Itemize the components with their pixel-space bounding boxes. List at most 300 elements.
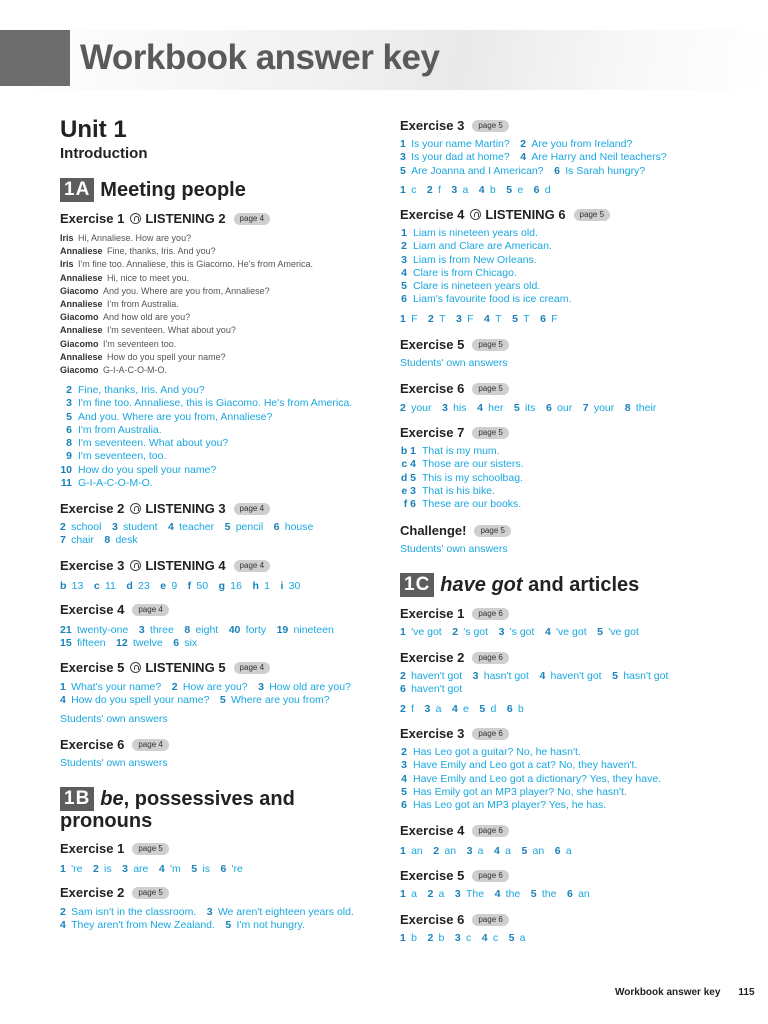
answer-line <box>400 799 661 812</box>
dialogue-line <box>60 245 313 258</box>
answer-lines <box>400 184 551 197</box>
answer-text: an <box>532 845 545 857</box>
answer-line <box>60 437 352 450</box>
exercise-heading <box>400 425 509 440</box>
exercise-heading <box>400 337 509 352</box>
answer-text: b <box>517 703 524 715</box>
answer-number: 5 <box>506 184 513 196</box>
exercise-label: Exercise 4 <box>400 823 465 838</box>
answer-lines <box>400 138 667 178</box>
answer-text: That is my mum. <box>422 445 500 457</box>
answer-number: 2 <box>428 313 434 325</box>
answer-text: 9 <box>171 580 178 592</box>
listening-number: 3 <box>218 501 226 516</box>
answer-number: 5 <box>479 703 486 715</box>
exercise-label: Exercise 2 <box>400 650 465 665</box>
answer-text: 're <box>71 863 83 875</box>
answer-number: 2 <box>520 138 527 150</box>
dialogue-line <box>60 258 313 271</box>
exercise-label: Exercise 1 <box>60 211 125 226</box>
answer-number: 3 <box>66 397 72 410</box>
page-number: 115 <box>738 987 755 998</box>
answer-line <box>60 863 243 876</box>
answer-text: a <box>477 845 484 857</box>
dialogue-line <box>60 298 313 311</box>
listening-icon <box>470 209 481 220</box>
answer-lines <box>60 906 354 933</box>
answer-line <box>60 424 352 437</box>
page-pill: page 5 <box>472 383 508 395</box>
answer-text: Are Harry and Neil teachers? <box>531 151 667 164</box>
exercise-heading <box>60 841 169 856</box>
exercise-heading <box>400 207 610 222</box>
dialogue-text: I'm seventeen too. <box>103 338 177 349</box>
answer-line <box>400 498 524 511</box>
answer-text: f <box>411 703 415 715</box>
answer-lines <box>400 888 590 901</box>
answer-number: 2 <box>433 845 440 857</box>
answer-number: 5 <box>530 888 537 900</box>
answer-line <box>60 624 334 637</box>
answer-number: 6 <box>554 164 560 177</box>
answer-text: How are you? <box>182 681 248 693</box>
answer-text: How do you spell your name? <box>78 463 217 476</box>
answer-text: our <box>557 402 573 414</box>
answer-number: 6 <box>540 313 546 325</box>
section-1b-heading <box>60 787 295 811</box>
page-pill: page 4 <box>234 560 270 572</box>
dialogue-text: G-I-A-C-O-M-O. <box>103 365 167 376</box>
answer-note: Students' own answers <box>60 757 168 769</box>
exercise-heading <box>60 558 270 573</box>
answer-line <box>400 485 524 498</box>
answer-number: 5 <box>521 845 528 857</box>
answer-text: F <box>411 313 418 325</box>
answer-number: 4 <box>484 313 490 325</box>
exercise-heading <box>60 501 270 516</box>
answer-line <box>400 184 551 197</box>
unit-subtitle: Introduction <box>60 145 148 162</box>
answer-number: 4 <box>481 932 488 944</box>
exercise-label: Exercise 5 <box>60 660 125 675</box>
answer-text: d <box>490 703 497 715</box>
answer-number: 2 <box>427 932 434 944</box>
speaker: Iris <box>60 233 74 243</box>
answer-line <box>400 472 524 485</box>
answer-text: Is Sarah hungry? <box>565 164 646 177</box>
answer-line <box>60 637 334 650</box>
answer-number: f <box>187 580 192 592</box>
answer-text: 11 <box>104 580 116 592</box>
section-1c-heading <box>400 573 639 597</box>
answer-line <box>400 254 571 267</box>
dialogue-text: And you. Where are you from, Annaliese? <box>103 285 270 296</box>
answer-number: 2 <box>427 888 434 900</box>
answer-number: 7 <box>582 402 589 414</box>
exercise-heading <box>400 118 509 133</box>
answer-number: 6 <box>66 423 72 436</box>
answer-number: 2 <box>400 703 406 715</box>
answer-number: c <box>93 580 100 592</box>
answer-number: 3 <box>401 253 407 266</box>
answer-text: Is your name Martin? <box>411 138 510 150</box>
exercise-label: Exercise 4 <box>60 602 125 617</box>
answer-text: twenty-one <box>76 624 129 636</box>
answer-line <box>400 151 667 164</box>
answer-text: 1 <box>264 580 270 592</box>
footer-label: Workbook answer key <box>615 987 721 998</box>
answer-text: 50 <box>196 580 209 592</box>
answer-text: twelve <box>132 637 163 650</box>
answer-number: 4 <box>539 670 546 682</box>
answer-number: 1 <box>400 888 406 900</box>
answer-text: I'm seventeen, too. <box>78 450 167 463</box>
answer-text: a <box>411 888 417 900</box>
answer-text: Those are our sisters. <box>422 458 524 471</box>
listening-label: LISTENING <box>145 211 215 226</box>
answer-number: 3 <box>466 845 473 857</box>
answer-lines <box>400 932 526 945</box>
answer-number: 2 <box>400 402 406 414</box>
answer-number: 1 <box>400 932 406 944</box>
answer-text: her <box>488 402 504 414</box>
answer-number: h <box>252 580 259 592</box>
speaker: Annaliese <box>60 351 103 362</box>
listening-icon <box>130 503 141 514</box>
answer-text: 're <box>231 863 243 875</box>
answer-text: 23 <box>138 580 150 592</box>
answer-text: eight <box>195 624 219 636</box>
answer-number: 2 <box>60 906 66 918</box>
dialogue-text: I'm seventeen. What about you? <box>107 325 236 336</box>
answer-number: 6 <box>400 683 406 696</box>
exercise-label: Exercise 2 <box>60 885 125 900</box>
answer-text: house <box>284 521 314 533</box>
exercise-heading <box>400 606 509 621</box>
dialogue <box>60 232 313 377</box>
answer-number: 2 <box>171 681 178 693</box>
answer-text: F <box>467 313 474 325</box>
section-code: 1A <box>60 178 94 202</box>
answer-line <box>400 683 668 696</box>
listening-label: LISTENING <box>145 660 215 675</box>
answer-text: 've got <box>411 626 442 638</box>
answer-line <box>400 313 558 326</box>
section-title: Meeting people <box>100 178 246 201</box>
page-pill: page 4 <box>132 604 168 616</box>
exercise-label: Exercise 5 <box>400 868 465 883</box>
answer-note: Students' own answers <box>400 543 508 555</box>
answer-text: This is my schoolbag. <box>422 471 523 484</box>
page-pill: page 5 <box>474 525 510 537</box>
answer-line <box>400 240 571 253</box>
dialogue-text: I'm from Australia. <box>107 299 179 310</box>
answer-text: And you. Where are you from, Annaliese? <box>78 410 273 423</box>
dialogue-line <box>60 338 313 351</box>
answer-number: 3 <box>206 906 213 918</box>
answer-number: 6 <box>220 863 227 875</box>
answer-line <box>400 759 661 772</box>
section-title: and articles <box>522 573 640 596</box>
answer-number: 3 <box>400 151 406 164</box>
page-title: Workbook answer key <box>80 38 440 77</box>
answer-number: 8 <box>66 437 72 450</box>
answer-number: 3 <box>122 863 128 875</box>
answer-line <box>60 521 313 534</box>
dialogue-text: How do you spell your name? <box>107 351 226 362</box>
answer-number: 3 <box>454 932 461 944</box>
footer <box>615 987 755 998</box>
answer-text: 16 <box>230 580 242 592</box>
answer-text: the <box>541 888 557 900</box>
answer-text: 've got <box>556 626 587 638</box>
answer-number: 6 <box>545 402 552 414</box>
answer-note: Students' own answers <box>60 713 168 725</box>
answer-number: b 1 <box>400 445 416 457</box>
answer-lines <box>400 402 656 415</box>
answer-text: Have Emily and Leo got a cat? No, they haven't. <box>413 759 638 772</box>
answer-text: teacher <box>179 521 215 533</box>
exercise-heading <box>400 726 509 741</box>
answer-line <box>60 534 313 547</box>
answer-number: 3 <box>138 624 145 636</box>
answer-text: c <box>492 932 499 944</box>
exercise-heading <box>60 211 270 226</box>
speaker: Annaliese <box>60 299 103 310</box>
answer-text: 30 <box>288 580 301 592</box>
answer-line <box>400 280 571 293</box>
answer-text: desk <box>115 534 138 547</box>
answer-number: 5 <box>224 521 231 533</box>
answer-lines <box>400 626 639 639</box>
answer-text: a <box>565 845 572 857</box>
answer-number: 4 <box>478 184 485 196</box>
answer-text: their <box>635 402 657 414</box>
answer-text: school <box>71 521 102 533</box>
dialogue-text: Hi, Annaliese. How are you? <box>78 233 192 243</box>
answer-text: your <box>411 402 432 414</box>
answer-number: 1 <box>60 863 66 875</box>
answer-number: c 4 <box>401 458 416 471</box>
answer-line <box>400 786 661 799</box>
answer-text: T <box>495 313 502 325</box>
answer-text: three <box>149 624 174 636</box>
answer-line <box>400 458 524 471</box>
answer-line <box>60 384 352 397</box>
answer-text: hasn't got <box>483 670 529 682</box>
answer-text: a <box>462 184 469 196</box>
answer-text: 's got <box>509 626 535 638</box>
answer-text: a <box>438 888 445 900</box>
answer-number: 1 <box>400 184 406 196</box>
dialogue-line <box>60 351 313 364</box>
answer-text: a <box>519 932 526 944</box>
answer-text: d <box>544 184 551 196</box>
dialogue-line <box>60 272 313 285</box>
answer-text: your <box>593 402 615 414</box>
exercise-label: Exercise 3 <box>60 558 125 573</box>
answer-list <box>400 227 571 307</box>
answer-text: T <box>439 313 446 325</box>
answer-lines <box>60 580 300 593</box>
answer-lines <box>400 845 572 858</box>
answer-number: 5 <box>66 410 72 423</box>
answer-line <box>60 411 352 424</box>
answer-text: fifteen <box>76 637 106 650</box>
answer-text: 'm <box>170 863 181 875</box>
answer-text: are <box>133 863 149 875</box>
exercise-label: Challenge! <box>400 523 467 538</box>
page-pill: page 5 <box>472 427 508 439</box>
answer-lines <box>60 863 243 876</box>
answer-number: 4 <box>401 772 407 785</box>
answer-text: Sam isn't in the classroom. <box>71 906 197 918</box>
answer-number: 11 <box>60 477 72 490</box>
answer-text: The <box>465 888 485 900</box>
page-pill: page 4 <box>234 503 270 515</box>
answer-text: is <box>202 863 210 875</box>
answer-text: f <box>437 184 441 196</box>
answer-number: 5 <box>401 280 407 293</box>
answer-number: 10 <box>60 463 72 476</box>
answer-text: forty <box>245 624 267 636</box>
answer-text: Clare is nineteen years old. <box>413 280 541 293</box>
answer-number: 4 <box>477 402 483 414</box>
answer-number: 40 <box>228 624 241 636</box>
answer-note: Students' own answers <box>400 357 508 369</box>
answer-text: Liam is from New Orleans. <box>413 253 537 266</box>
answer-number: 6 <box>566 888 573 900</box>
answer-line <box>400 293 571 306</box>
exercise-label: Exercise 3 <box>400 726 465 741</box>
exercise-label: Exercise 3 <box>400 118 465 133</box>
answer-text: Liam's favourite food is ice cream. <box>413 293 572 306</box>
answer-text: We aren't eighteen years old. <box>217 906 354 918</box>
page-pill: page 6 <box>472 825 508 837</box>
answer-line <box>400 138 667 151</box>
page-pill: page 6 <box>472 652 508 664</box>
answer-text: hasn't got <box>623 670 669 682</box>
exercise-label: Exercise 2 <box>60 501 125 516</box>
answer-text: I'm seventeen. What about you? <box>78 437 229 450</box>
answer-number: 3 <box>424 703 431 715</box>
answer-text: nineteen <box>293 624 334 636</box>
answer-number: 6 <box>401 293 407 306</box>
speaker: Annaliese <box>60 272 103 283</box>
answer-text: Liam and Clare are American. <box>413 240 552 253</box>
dialogue-text: And how old are you? <box>103 312 191 323</box>
exercise-label: Exercise 6 <box>400 912 465 927</box>
answer-text: Fine, thanks, Iris. And you? <box>78 384 205 396</box>
answer-text: his <box>453 402 467 414</box>
answer-text: an <box>411 845 423 857</box>
listening-number: 5 <box>218 660 226 675</box>
answer-text: a <box>505 845 511 857</box>
answer-line <box>400 445 524 458</box>
listening-icon <box>130 662 141 673</box>
speaker: Giacomo <box>60 312 99 323</box>
answer-text: Clare is from Chicago. <box>413 266 517 279</box>
answer-line <box>60 906 354 919</box>
answer-number: 3 <box>401 759 407 772</box>
answer-text: Where are you from? <box>231 694 330 707</box>
answer-text: How old are you? <box>269 681 351 693</box>
answer-number: f 6 <box>403 498 416 511</box>
page-pill: page 4 <box>132 739 168 751</box>
answer-number: 8 <box>184 624 191 636</box>
answer-line <box>400 845 572 858</box>
exercise-label: Exercise 7 <box>400 425 465 440</box>
dialogue-text: Hi, nice to meet you. <box>107 272 190 283</box>
speaker: Giacomo <box>60 365 99 376</box>
answer-text: Have Emily and Leo got a dictionary? Yes, they have. <box>413 772 662 785</box>
section-title-line2: pronouns <box>60 810 153 832</box>
answer-number: 5 <box>225 919 232 932</box>
answer-number: 3 <box>442 402 448 414</box>
answer-line <box>400 626 639 639</box>
speaker: Giacomo <box>60 285 99 296</box>
answer-line <box>400 932 526 945</box>
answer-number: 12 <box>116 637 128 650</box>
exercise-label: Exercise 1 <box>400 606 465 621</box>
page-pill: page 5 <box>472 339 508 351</box>
answer-lines <box>400 703 524 716</box>
dialogue-text: I'm fine too. Annaliese, this is Giacomo. He's from America. <box>78 259 314 270</box>
header-accent-block <box>0 30 70 86</box>
answer-text: chair <box>71 534 94 547</box>
exercise-heading <box>60 660 270 675</box>
section-1a-heading <box>60 178 246 202</box>
answer-lines <box>400 670 668 697</box>
answer-text: That is his bike. <box>422 484 495 497</box>
answer-line <box>400 227 571 240</box>
answer-number: 1 <box>401 227 407 239</box>
exercise-heading <box>400 650 509 665</box>
answer-text: is <box>104 863 112 875</box>
answer-text: b <box>489 184 496 196</box>
answer-line <box>400 402 656 415</box>
answer-line <box>60 477 352 490</box>
answer-number: 4 <box>401 266 407 279</box>
answer-line <box>400 703 524 716</box>
answer-line <box>400 165 667 178</box>
page-pill: page 5 <box>472 120 508 132</box>
answer-number: 3 <box>454 888 461 900</box>
listening-number: 2 <box>218 211 226 226</box>
answer-text: student <box>123 521 158 533</box>
answer-lines <box>60 521 313 548</box>
answer-number: 5 <box>400 164 406 177</box>
dialogue-text: Fine, thanks, Iris. And you? <box>107 246 216 257</box>
answer-list <box>400 746 661 812</box>
answer-number: 1 <box>400 138 406 150</box>
answer-text: I'm not hungry. <box>236 919 305 932</box>
answer-number: 2 <box>401 240 407 253</box>
answer-number: 4 <box>494 888 501 900</box>
answer-number: 21 <box>60 624 72 636</box>
section-title: , possessives and <box>123 787 295 810</box>
answer-text: haven't got <box>411 683 463 696</box>
listening-number: 4 <box>218 558 226 573</box>
answer-number: 2 <box>66 384 72 396</box>
answer-line <box>400 888 590 901</box>
answer-number: 6 <box>173 637 180 650</box>
answer-number: 3 <box>498 626 505 638</box>
exercise-heading <box>60 885 169 900</box>
answer-number: 5 <box>401 785 407 798</box>
answer-text: an <box>444 845 457 857</box>
answer-line <box>400 746 661 759</box>
